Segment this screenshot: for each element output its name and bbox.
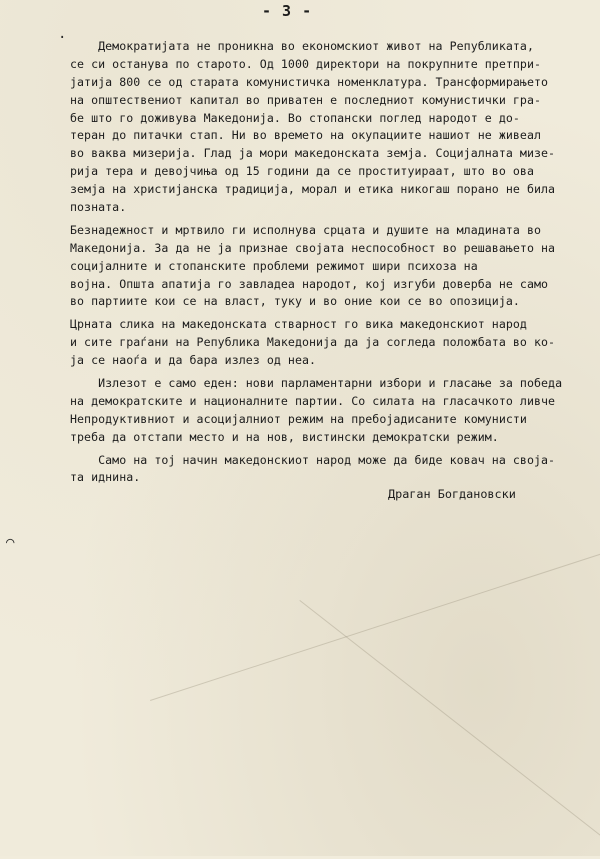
- signature-name: Драган Богдановски: [388, 487, 516, 501]
- paragraph: [70, 316, 570, 370]
- text-line: во ваква мизерија. Глад ја мори македонската земја. Социјалната мизе-: [70, 146, 556, 161]
- page-number: - 3 -: [262, 2, 313, 20]
- text-line: се си останува по старото. Од 1000 директори на покрупните претпри-: [70, 56, 542, 71]
- text-line: во партиите кои се на власт, туку и во оние кои се во опозиција.: [70, 294, 520, 309]
- text-line: позната.: [70, 200, 127, 215]
- text-line: рија тера и девојчиња од 15 години да се проституираат, што во ова: [70, 164, 534, 179]
- text-line: Излезот е само еден: нови парламентарни избори и гласање за победа: [70, 376, 563, 391]
- text-line: земја на христијанска традиција, морал и етика никогаш порано не била: [70, 182, 556, 197]
- text-line: та иднина.: [70, 470, 141, 485]
- paper-crease: [150, 545, 600, 700]
- text-line: Македонија. За да не ја признае својата неспособност во решавањето на: [70, 240, 556, 255]
- text-line: Црната слика на македонската стварност го вика македонскиот народ: [70, 317, 527, 332]
- text-line: треба да отстапи место и на нов, вистински демократски режим.: [70, 429, 499, 444]
- text-line: ја се наоѓа и да бара излез од неа.: [70, 353, 317, 368]
- text-line: на општествениот капитал во приватен е последниот комунистички гра-: [70, 92, 542, 107]
- text-line: војна. Општа апатија го завладеа народот, кој изгуби доверба не само: [70, 276, 549, 291]
- text-line: Само на тој начин македонскиот народ може да биде ковач на своја-: [70, 452, 556, 467]
- text-line: Безнадежност и мртвило ги исполнува срцата и душите на младината во: [70, 222, 542, 237]
- margin-mark: ⌒: [6, 534, 15, 550]
- margin-dot: ·: [58, 30, 67, 46]
- text-line: Непродуктивниот и асоцијалниот режим на пребојадисаните комунисти: [70, 411, 527, 426]
- text-line: на демократските и националните партии. Со силата на гласачкото ливче: [70, 393, 556, 408]
- text-line: јатија 800 се од старата комунистичка номенклатура. Трансформирањето: [70, 74, 549, 89]
- paper-crease: [299, 600, 600, 859]
- paragraph: [70, 222, 570, 311]
- text-line: социјалните и стопанските проблеми режимот шири психоза на: [70, 258, 478, 273]
- paragraph: [70, 38, 570, 217]
- paragraph: [70, 452, 570, 488]
- paragraph: [70, 375, 570, 447]
- text-line: бе што го доживува Македонија. Во стопански поглед народот е до-: [70, 110, 520, 125]
- text-line: теран до питачки стап. Ни во времето на окупациите нашиот не живеал: [70, 128, 542, 143]
- letter-body: [70, 38, 570, 487]
- text-line: Демократијата не проникна во економскиот живот на Републиката,: [70, 39, 534, 53]
- text-line: и сите граѓани на Република Македонија да ја согледа положбата во ко-: [70, 335, 556, 350]
